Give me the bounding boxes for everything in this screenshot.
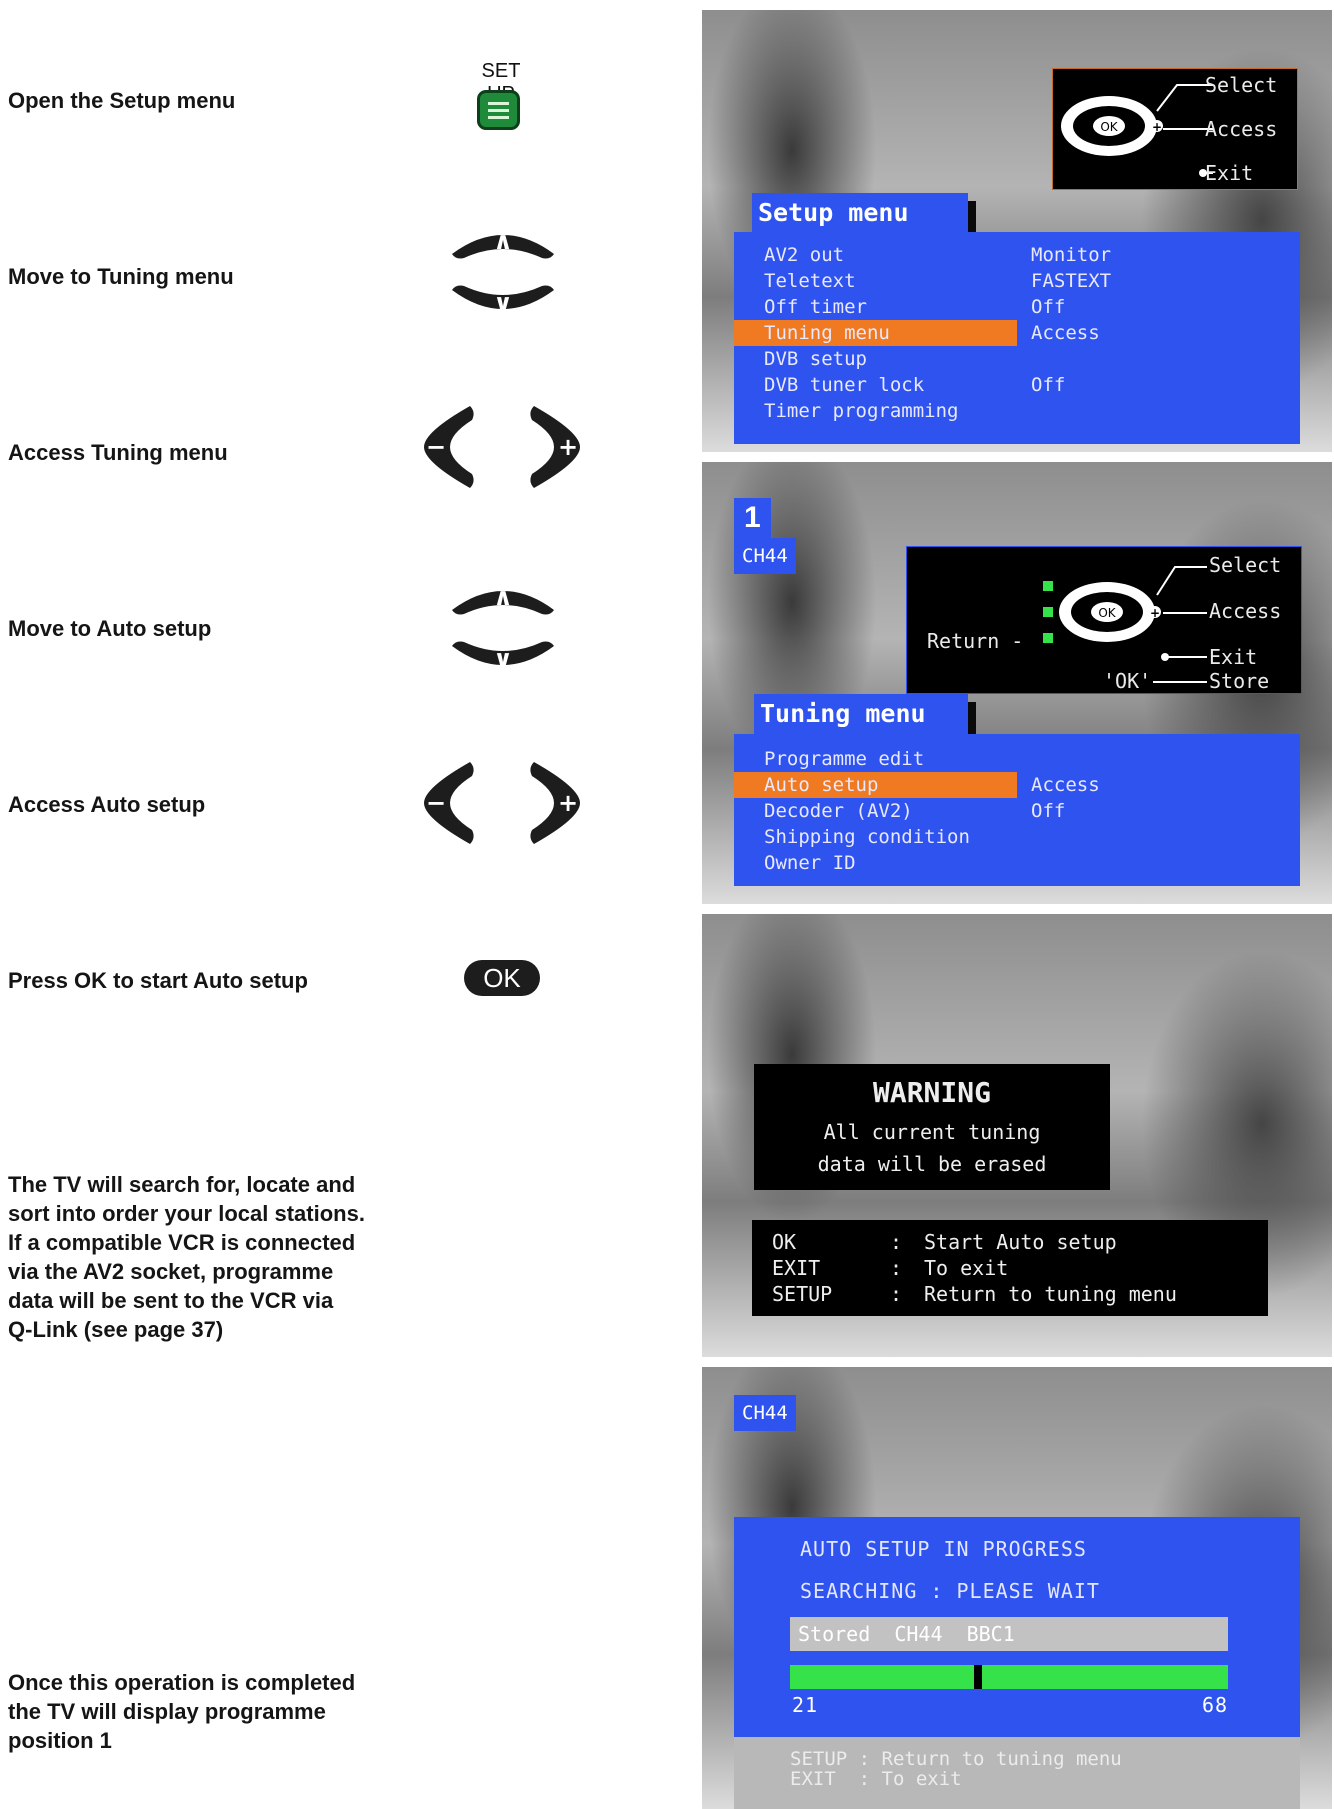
menu-row-av2-out[interactable]: AV2 out Monitor xyxy=(764,244,1112,266)
minus-glyph: − xyxy=(425,789,447,817)
key-sep: : xyxy=(890,1282,903,1306)
progress-status: AUTO SETUP IN PROGRESS xyxy=(800,1537,1087,1561)
legend-return: Return - xyxy=(927,629,1024,653)
menu-row-shipping-condition[interactable]: Shipping condition xyxy=(764,826,970,848)
return-indicator-dot xyxy=(1043,607,1053,617)
legend-leader-lines xyxy=(1143,69,1213,191)
legend-select: Select xyxy=(1209,553,1282,577)
up-button-icon-2[interactable] xyxy=(448,578,558,618)
key-sep: : xyxy=(890,1230,903,1254)
legend-ok: 'OK' xyxy=(1103,669,1152,693)
footer-setup: SETUP : Return to tuning menu xyxy=(790,1748,1122,1770)
footer-exit: EXIT : To exit xyxy=(790,1768,962,1790)
down-arrow-glyph: ∨ xyxy=(493,645,513,673)
plus-button-icon-2[interactable] xyxy=(528,758,584,848)
menu-row-auto-setup[interactable]: Auto setup Access xyxy=(734,772,1300,798)
key-setup-action: Return to tuning menu xyxy=(924,1282,1177,1306)
remote-plus-glyph: + xyxy=(1149,606,1161,620)
key-sep: : xyxy=(890,1256,903,1280)
menu-row-programme-edit[interactable]: Programme edit xyxy=(764,748,925,770)
key-ok: OK xyxy=(772,1230,797,1254)
menu-row-timer-programming[interactable]: Timer programming xyxy=(764,400,959,422)
plus-glyph: + xyxy=(557,789,579,817)
menu-row-teletext[interactable]: Teletext FASTEXT xyxy=(764,270,1112,292)
menu-row-owner-id[interactable]: Owner ID xyxy=(764,852,856,874)
remote-ok-glyph: OK xyxy=(1098,606,1116,620)
legend-access: Access xyxy=(1205,117,1278,141)
channel-badge: CH44 xyxy=(734,538,796,574)
instruction-press-ok: Press OK to start Auto setup xyxy=(8,968,308,993)
ok-button[interactable]: OK xyxy=(464,960,540,996)
minus-button-icon[interactable] xyxy=(420,402,476,492)
instruction-open-setup: Open the Setup menu xyxy=(8,88,236,113)
warning-line-1: All current tuning xyxy=(823,1120,1041,1144)
menu-row-dvb-setup[interactable]: DVB setup xyxy=(764,348,867,370)
instruction-access-auto: Access Auto setup xyxy=(8,792,206,817)
screen-warning xyxy=(702,914,1332,1357)
menu-title: Setup menu xyxy=(752,193,968,233)
instruction-access-tuning: Access Tuning menu xyxy=(8,440,228,465)
menu-row-dvb-tuner-lock[interactable]: DVB tuner lock Off xyxy=(764,374,1066,396)
warning-box xyxy=(754,1064,1110,1190)
menu-panel xyxy=(734,734,1300,886)
screen-setup-menu xyxy=(702,10,1332,452)
up-arrow-glyph: ∧ xyxy=(493,227,513,255)
menu-row-off-timer[interactable]: Off timer Off xyxy=(764,296,1066,318)
legend-exit: Exit xyxy=(1205,161,1254,185)
range-min: 21 xyxy=(792,1693,819,1717)
menu-row-tuning-menu[interactable]: Tuning menu Access xyxy=(734,320,1300,346)
instruction-search-info: The TV will search for, locate and sort into order your local stations. If a compatible VCR is connected via the AV2 socket, programme data will be sent to the VCR via Q-Link (see page 37) xyxy=(8,1172,365,1342)
footer-help xyxy=(734,1737,1300,1809)
down-arrow-glyph: ∨ xyxy=(493,289,513,317)
channel-badge: CH44 xyxy=(734,1395,796,1431)
setup-button-icon[interactable] xyxy=(477,90,520,130)
menu-row-decoder[interactable]: Decoder (AV2) Off xyxy=(764,800,1066,822)
key-setup: SETUP xyxy=(772,1282,833,1306)
instruction-move-tuning: Move to Tuning menu xyxy=(8,264,234,289)
warning-line-2: data will be erased xyxy=(817,1152,1047,1176)
plus-button-icon[interactable] xyxy=(528,402,584,492)
up-arrow-glyph: ∧ xyxy=(493,583,513,611)
menu-panel xyxy=(734,232,1300,444)
menu-title: Tuning menu xyxy=(754,694,968,734)
legend-exit: Exit xyxy=(1209,645,1258,669)
legend-access: Access xyxy=(1209,599,1282,623)
instruction-move-auto: Move to Auto setup xyxy=(8,616,212,641)
range-max: 68 xyxy=(1202,1693,1229,1717)
navigation-legend xyxy=(1052,68,1298,190)
key-exit-action: To exit xyxy=(924,1256,1009,1280)
key-ok-action: Start Auto setup xyxy=(924,1230,1117,1254)
return-indicator-dot xyxy=(1043,633,1053,643)
stored-channel: Stored CH44 BBC1 xyxy=(790,1617,1228,1651)
legend-leader-lines xyxy=(1143,547,1207,695)
progress-bar xyxy=(790,1665,1228,1689)
down-button-icon-2[interactable] xyxy=(448,638,558,678)
instruction-completion: Once this operation is completed the TV will display programme position 1 xyxy=(8,1670,356,1753)
key-exit: EXIT xyxy=(772,1256,821,1280)
legend-store: Store xyxy=(1209,669,1270,693)
screen-tuning-menu xyxy=(702,462,1332,904)
programme-position: 1 xyxy=(734,498,771,538)
legend-select: Select xyxy=(1205,73,1278,97)
key-instructions-box xyxy=(752,1220,1268,1316)
plus-glyph: + xyxy=(557,433,579,461)
minus-glyph: − xyxy=(425,433,447,461)
navigation-legend xyxy=(906,546,1302,694)
remote-plus-glyph: + xyxy=(1151,120,1163,134)
down-button-icon[interactable] xyxy=(448,282,558,322)
progress-searching: SEARCHING : PLEASE WAIT xyxy=(800,1579,1100,1603)
up-button-icon[interactable] xyxy=(448,222,558,262)
setup-button-label: SET xyxy=(481,60,521,82)
warning-title: WARNING xyxy=(872,1076,991,1109)
return-indicator-dot xyxy=(1043,581,1053,591)
screen-auto-setup-progress xyxy=(702,1367,1332,1809)
progress-marker xyxy=(974,1665,982,1689)
remote-ok-glyph: OK xyxy=(1100,120,1118,134)
minus-button-icon-2[interactable] xyxy=(420,758,476,848)
